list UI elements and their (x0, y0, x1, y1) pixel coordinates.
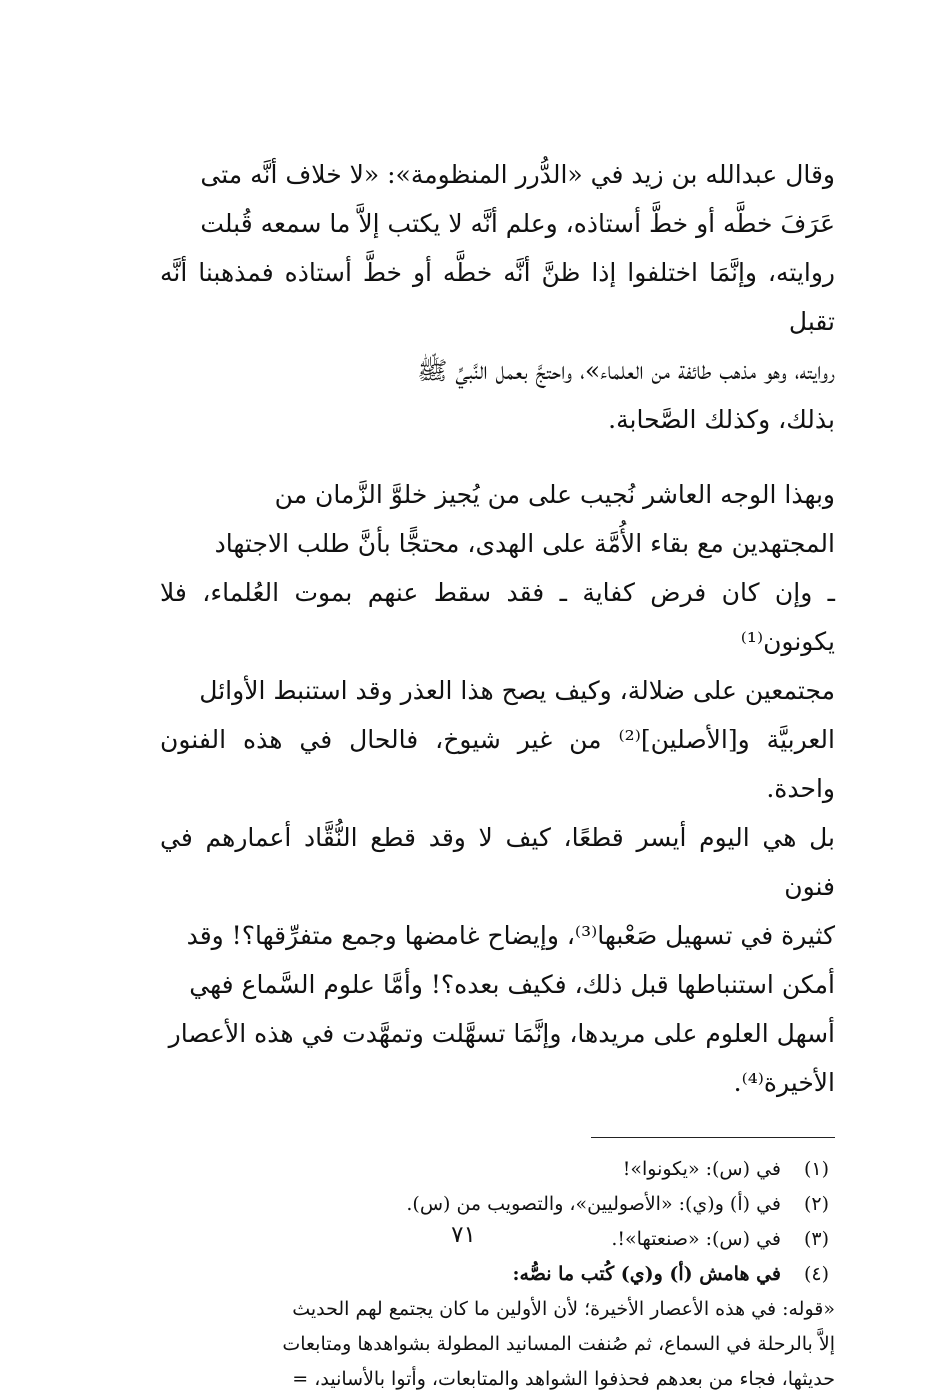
paragraph-line: وقال عبدالله بن زيد في «الدُّرر المنظومة»: «لا خلاف أنَّه متى (200, 160, 835, 189)
page-number: ٧١ (451, 1222, 476, 1248)
paragraph-line: المجتهدين مع بقاء الأُمَّة على الهدى، محتجًّا بأنَّ طلب الاجتهاد (214, 529, 835, 558)
paragraph-line: أسهل العلوم على مريدها، وإنَّمَا تسهَّلت وتمهَّدت في هذه الأعصار (168, 1019, 835, 1048)
footnote-number: (٤) (803, 1263, 829, 1285)
paragraph-line: ـ وإن كان فرض كفاية ـ فقد سقط عنهم بموت العُلماء، فلا يكونون⁽¹⁾ (160, 578, 835, 656)
footnote-separator (591, 1137, 835, 1138)
quote-line: إلاَّ بالرحلة في السماع، ثم صُنفت المسانيد المطولة بشواهدها ومتابعات (282, 1333, 835, 1355)
footnote-text: في (أ) و(ي): «الأصوليين»، والتصويب من (س). (406, 1193, 781, 1215)
quote-line: «قوله: في هذه الأعصار الأخيرة؛ لأن الأولين ما كان يجتمع لهم الحديث (292, 1298, 835, 1320)
paragraph-line: الأخيرة⁽⁴⁾. (733, 1068, 835, 1097)
footnote-quote (160, 1292, 835, 1397)
footnote-number: (١) (803, 1158, 829, 1180)
footnote-2 (160, 1187, 835, 1222)
quote-line: حديثها، فجاء من بعدهم فحذفوا الشواهد والمتابعات، وأتوا بالأسانيد، = (292, 1368, 835, 1390)
paragraph-line: روايته، وهو مذهب طائفة من العلماء»، واحتجَّ بعمل النَّبيِّ ﷺ (417, 356, 835, 385)
footnote-4 (160, 1257, 835, 1292)
paragraph-line: عَرَفَ خطَّه أو خطَّ أستاذه، وعلم أنَّه لا يكتب إلاَّ ما سمعه قُبلت (200, 209, 835, 238)
paragraph-line: بل هي اليوم أيسر قطعًا، كيف لا وقد قطع النُّقَّاد أعمارهم في فنون (160, 823, 835, 901)
paragraph-2 (160, 470, 835, 1107)
footnote-text: في (س): «صنعتها»!. (611, 1228, 781, 1250)
paragraph-line: أمكن استنباطها قبل ذلك، فكيف بعده؟! وأمَّا علوم السَّماع فهي (189, 970, 835, 999)
paragraph-line: بذلك، وكذلك الصَّحابة. (608, 405, 835, 434)
paragraph-line: روايته، وإنَّمَا اختلفوا إذا ظنَّ أنَّه خطَّه أو خطَّ أستاذه فمذهبنا أنَّه تقبل (160, 258, 835, 336)
paragraph-line: كثيرة في تسهيل صَعْبها⁽³⁾، وإيضاح غامضها وجمع متفرِّقها؟! وقد (186, 921, 835, 950)
footnote-number: (٣) (803, 1228, 829, 1250)
paragraph-line: العربيَّة و[الأصلين]⁽²⁾ من غير شيوخ، فالحال في هذه الفنون واحدة. (160, 725, 835, 803)
paragraph-line: مجتمعين على ضلالة، وكيف يصح هذا العذر وقد استنبط الأوائل (199, 676, 835, 705)
footnote-1 (160, 1152, 835, 1187)
footnote-number: (٢) (803, 1193, 829, 1215)
footnote-text: في (س): «يكونوا»! (622, 1158, 781, 1180)
paragraph-1 (160, 150, 835, 444)
footnote-text: في هامش (أ) و(ي) كُتب ما نصُّه: (512, 1263, 781, 1285)
footnotes (160, 1152, 835, 1397)
paragraph-line: وبهذا الوجه العاشر نُجيب على من يُجيز خلوَّ الزَّمان من (274, 480, 835, 509)
